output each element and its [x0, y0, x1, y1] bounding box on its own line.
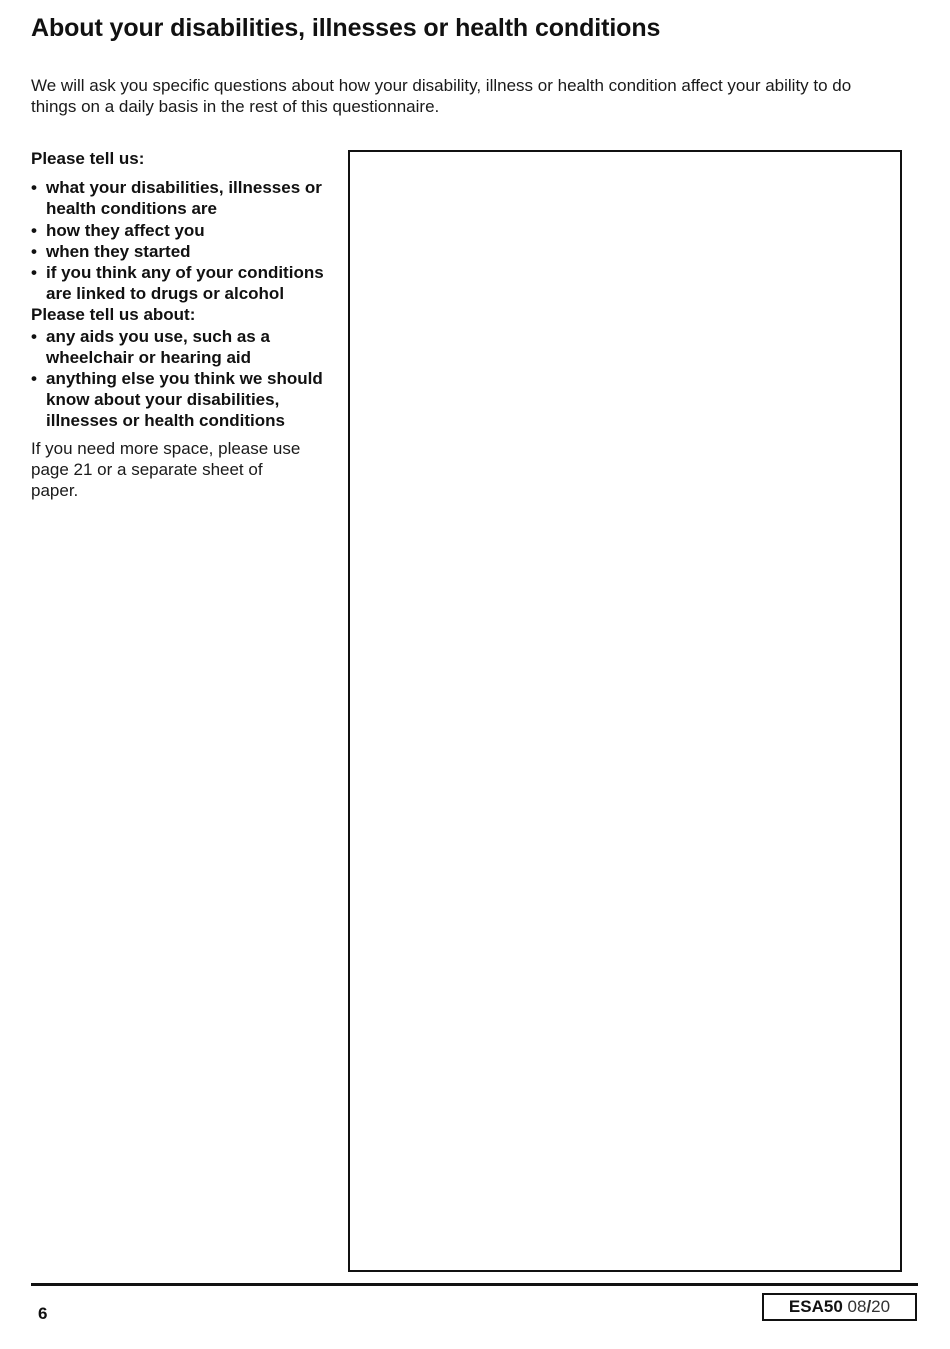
form-code: ESA50 [788, 1297, 843, 1316]
tell-us-about-list [31, 326, 331, 432]
list-item: • when they started [31, 241, 191, 261]
bullet-icon: • [31, 241, 37, 261]
form-code-box [762, 1293, 917, 1321]
list-item: • what your disabilities, illnesses or health conditions are [31, 178, 322, 219]
more-space-note: If you need more space, please use page 21 or a separate sheet of paper. [31, 438, 301, 501]
form-version: 08/20 [847, 1297, 891, 1316]
conditions-answer-box[interactable] [348, 150, 902, 1272]
footer-divider [31, 1283, 918, 1286]
tell-us-about-heading: Please tell us about: [31, 305, 196, 325]
bullet-icon: • [31, 263, 37, 283]
list-item: • anything else you think we should know about your disabilities, illnesses or health conditions [31, 369, 323, 431]
page-title: About your disabilities, illnesses or health conditions [31, 14, 661, 42]
list-item: • any aids you use, such as a wheelchair or hearing aid [31, 326, 270, 367]
bullet-icon: • [31, 326, 37, 346]
instructions-panel [31, 148, 331, 501]
bullet-icon: • [31, 178, 37, 198]
page-number: 6 [38, 1304, 48, 1323]
tell-us-heading: Please tell us: [31, 149, 145, 168]
intro-text: We will ask you specific questions about how your disability, illness or health condition affect your ability to do things on a daily basis in the rest of this questionnaire. [31, 76, 852, 116]
list-item: • how they affect you [31, 220, 205, 240]
list-item: • if you think any of your conditions are linked to drugs or alcohol [31, 263, 324, 304]
bullet-icon: • [31, 220, 37, 240]
tell-us-list [31, 177, 331, 304]
bullet-icon: • [31, 369, 37, 389]
